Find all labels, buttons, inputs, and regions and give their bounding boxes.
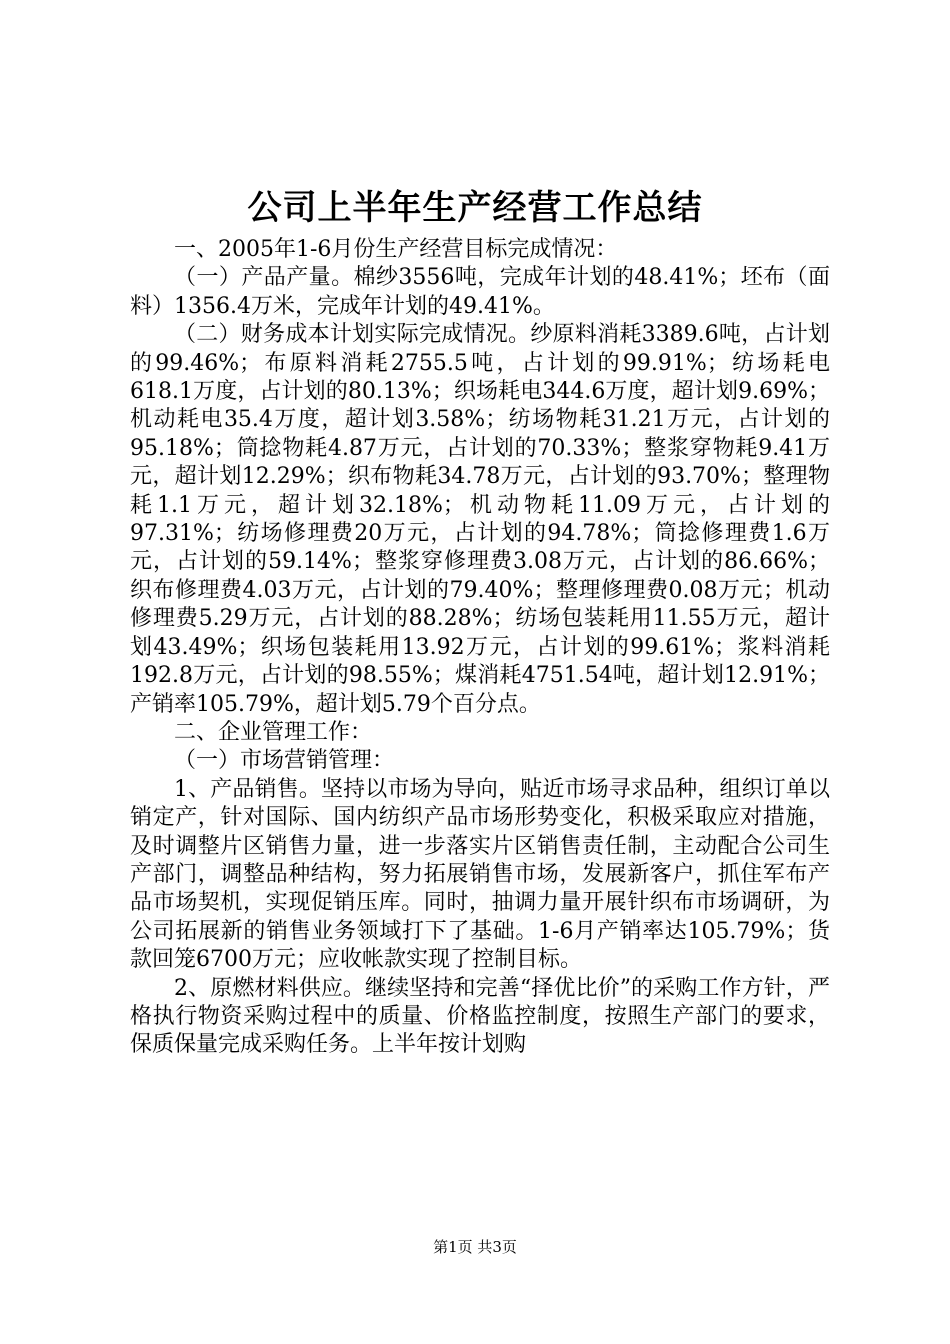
page-number: 第1页 共3页: [433, 1238, 517, 1256]
section-heading-2: 二、企业管理工作：: [174, 719, 373, 745]
paragraph-sales: 1、产品销售。坚持以市场为导向，贴近市场寻求品种，组织订单以销定产，针对国际、国内纺织产品市场形势变化，积极采取应对措施，及时调整片区销售力量，进一步落实片区销售责任制，主动配合公司生产部门，调整品种结构，努力拓展销售市场，发展新客户，抓住军布产品市场契机，实现促销压库。同时，抽调力量开展针织布市场调研，为公司拓展新的销售业务领域打下了基础。1-6月产销率达105.79%；货款回笼6700万元；应收帐款实现了控制目标。: [130, 776, 830, 973]
paragraph-cost: （二）财务成本计划实际完成情况。纱原料消耗3389.6吨，占计划的99.46%；布原料消耗2755.5吨，占计划的99.91%；纺场耗电618.1万度，占计划的80.13%；织场耗电344.6万度，超计划9.69%；机动耗电35.4万度，超计划3.58%；纺场物耗31.21万元，占计划的95.18%；筒捻物耗4.87万元，占计划的70.33%；整浆穿物耗9.41万元，超计划12.29%；织布物耗34.78万元，占计划的93.70%；整理物耗1.1万元，超计划32.18%；机动物耗11.09万元，占计划的97.31%；纺场修理费20万元，占计划的94.78%；筒捻修理费1.6万元，占计划的59.14%；整浆穿修理费3.08万元，占计划的86.66%；织布修理费4.03万元，占计划的79.40%；整理修理费0.08万元；机动修理费5.29万元，占计划的88.28%；纺场包装耗用11.55万元，超计划43.49%；织场包装耗用13.92万元，占计划的99.61%；浆料消耗192.8万元，占计划的98.55%；煤消耗4751.54吨，超计划12.91%；产销率105.79%，超计划5.79个百分点。: [130, 322, 830, 717]
paragraph-supply: 2、原燃材料供应。继续坚持和完善“择优比价”的采购工作方针，严格执行物资采购过程中的质量、价格监控制度，按照生产部门的要求，保质保量完成采购任务。上半年按计划购: [130, 975, 830, 1058]
paragraph-output: （一）产品产量。棉纱3556吨，完成年计划的48.41%；坯布（面料）1356.4万米，完成年计划的49.41%。: [130, 265, 830, 319]
document-body: [130, 236, 830, 1060]
subsection-heading-marketing: （一）市场营销管理：: [174, 748, 395, 774]
document-title: 公司上半年生产经营工作总结: [247, 188, 703, 228]
section-heading-1: 一、2005年1-6月份生产经营目标完成情况：: [174, 237, 618, 262]
